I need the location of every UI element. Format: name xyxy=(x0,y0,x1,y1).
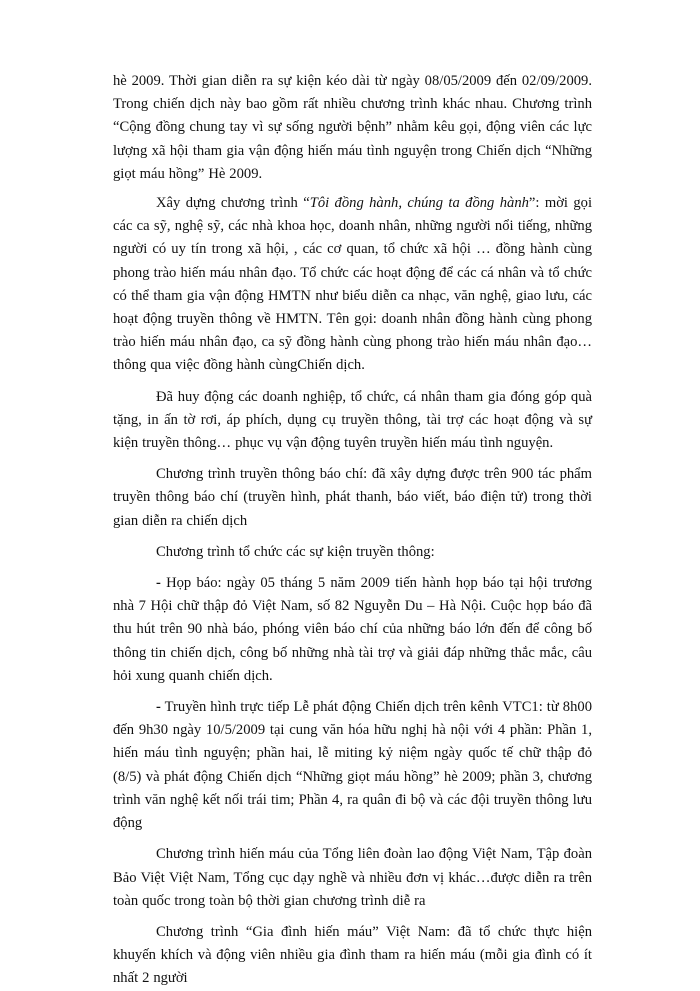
paragraph-press-conference xyxy=(113,572,592,688)
companion-program-title: Tôi đồng hành, chúng ta đồng hành xyxy=(309,195,529,212)
bullet-dash: - xyxy=(156,575,161,592)
companion-program-prefix: Xây dựng chương trình “ xyxy=(156,195,310,212)
paragraph-campaign-intro: hè 2009. Thời gian diễn ra sự kiện kéo dài từ ngày 08/05/2009 đến 02/09/2009. Trong chiến dịch này bao gồm rất nhiều chương trình khác nhau. Chương trình “Cộng đồng chung tay vì sự sống người bệnh” nhằm kêu gọi, động viên các lực lượng xã hội tham gia vận động hiến máu tình nguyện trong Chiến dịch “Những giọt máu hồng” Hè 2009. xyxy=(113,73,592,182)
paragraph-live-broadcast xyxy=(113,696,592,835)
live-broadcast-text: Truyền hình trực tiếp Lễ phát động Chiến dịch trên kênh VTC1: từ 8h00 đến 9h30 ngày 10/5/2009 tại cung văn hóa hữu nghị hà nội với 4 phần: Phần 1, hiến máu tình nguyện; phần hai, lễ miting kỷ niệm ngày quốc tế chữ thập đỏ (8/5) và phát động Chiến dịch “Những giọt máu hồng” hè 2009; phần 3, chương trình văn nghệ kết nối trái tim; Phần 4, ra quân đi bộ và các đội truyền thông lưu động xyxy=(113,699,592,832)
paragraph-union-program: Chương trình hiến máu của Tổng liên đoàn lao động Việt Nam, Tập đoàn Bảo Việt Việt Nam, Tổng cục dạy nghề và nhiều đơn vị khác…được diễn ra trên toàn quốc trong toàn bộ thời gian chương trình diễ ra xyxy=(113,846,592,909)
paragraph-companion-program xyxy=(113,192,592,378)
paragraph-mobilization: Đã huy động các doanh nghiệp, tổ chức, cá nhân tham gia đóng góp quà tặng, in ấn tờ rơi, áp phích, dụng cụ truyền thông, tài trợ các hoạt động và sự kiện truyền thông… phục vụ vận động tuyên truyền hiến máu tình nguyện. xyxy=(113,388,592,452)
press-conference-text: Họp báo: ngày 05 tháng 5 năm 2009 tiến hành họp báo tại hội trương nhà 7 Hội chữ thập đỏ Việt Nam, số 82 Nguyễn Du – Hà Nội. Cuộc họp báo đã thu hút trên 90 nhà báo, phóng viên báo chí của những báo lớn đến để công bố thông tin chiến dịch, công bố những nhà tài trợ và giải đáp những thắc mắc, câu hỏi xung quanh chiến dịch. xyxy=(113,575,592,684)
bullet-dash: - xyxy=(156,699,161,716)
paragraph-family-program: Chương trình “Gia đình hiến máu” Việt Nam: đã tổ chức thực hiện khuyến khích và động viên nhiều gia đình tham ra hiến máu (mỗi gia đình có ít nhất 2 người xyxy=(113,923,592,987)
paragraph-events-heading: Chương trình tổ chức các sự kiện truyền thông: xyxy=(156,543,435,560)
companion-program-body: ”: mời gọi các ca sỹ, nghệ sỹ, các nhà khoa học, doanh nhân, những người nổi tiếng, những người có uy tín trong xã hội, , các cơ quan, tổ chức xã hội … đồng hành cùng phong trào hiến máu nhân đạo. Tổ chức các hoạt động để các cá nhân và tổ chức có thể tham gia vận động HMTN như biểu diễn ca nhạc, văn nghệ, giao lưu, các hoạt động truyền thông về HMTN. Tên gọi: doanh nhân đồng hành cùng phong trào hiến máu nhân đạo, ca sỹ đồng hành cùng phong trào hiến máu nhân đạo… thông qua việc đồng hành cùngChiến dịch. xyxy=(113,195,593,374)
paragraph-press-program: Chương trình truyền thông báo chí: đã xây dựng được trên 900 tác phẩm truyền thông báo chí (truyền hình, phát thanh, báo viết, báo điện tử) trong thời gian diễn ra chiến dịch xyxy=(113,466,592,529)
